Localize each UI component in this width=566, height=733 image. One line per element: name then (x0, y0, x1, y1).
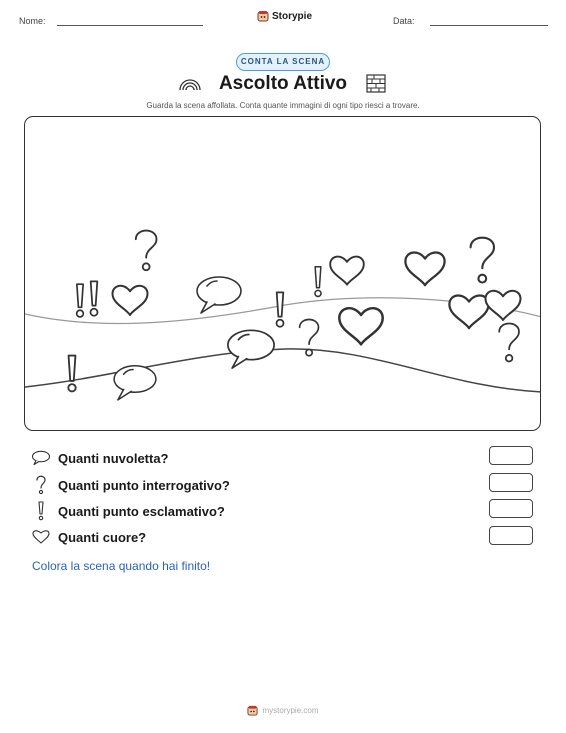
question-row (30, 526, 146, 548)
scene-heart (330, 257, 364, 285)
coloring-instruction: Colora la scena quando hai finito! (32, 559, 211, 573)
scene-exclamation-mark (90, 281, 97, 315)
date-label: Data: (393, 16, 415, 26)
storypie-mascot-icon (257, 10, 269, 22)
scene-exclamation-mark (276, 292, 283, 326)
scene-speech-bubble (197, 277, 241, 313)
question-mark-icon (30, 474, 52, 496)
name-field[interactable] (57, 25, 203, 26)
scene-question-mark (471, 238, 494, 283)
scene-speech-bubble (114, 366, 156, 400)
scene-heart (405, 253, 444, 286)
counting-scene (24, 116, 541, 431)
question-row (30, 474, 230, 496)
answer-box-exclamation-mark[interactable] (489, 499, 533, 518)
exclamation-mark-icon (30, 500, 52, 522)
scene-exclamation-mark (68, 356, 75, 392)
heart-icon (30, 526, 52, 548)
activity-badge: CONTA LA SCENA (236, 53, 330, 71)
date-field[interactable] (430, 25, 548, 26)
brick-wall-icon (366, 74, 386, 93)
brand-logo (257, 10, 312, 22)
question-text: Quanti punto esclamativo? (58, 503, 225, 519)
question-text: Quanti cuore? (58, 529, 147, 545)
name-label: Nome: (19, 16, 46, 26)
scene-drawing (25, 117, 541, 431)
instructions: Guarda la scena affollata. Conta quante immagini di ogni tipo riesci a trovare. (146, 101, 420, 110)
scene-speech-bubble (228, 330, 274, 368)
answer-box-question-mark[interactable] (489, 473, 533, 492)
front-hill-line (25, 349, 541, 392)
scene-heart (339, 308, 382, 344)
answer-box-heart[interactable] (489, 526, 533, 545)
answer-box-speech-bubble[interactable] (489, 446, 533, 465)
site-footer (0, 705, 566, 716)
site-url[interactable]: mystorypie.com (262, 706, 319, 715)
question-text: Quanti nuvoletta? (58, 450, 169, 466)
scene-heart (113, 286, 148, 315)
brand-name: Storypie (272, 10, 313, 22)
scene-heart (486, 291, 521, 320)
question-row (30, 500, 225, 522)
scene-question-mark (136, 231, 157, 271)
speech-bubble-icon (30, 447, 52, 469)
scene-question-mark (499, 324, 519, 362)
storypie-mascot-icon (247, 705, 258, 716)
scene-exclamation-mark (77, 284, 84, 317)
question-text: Quanti punto interrogativo? (58, 477, 230, 493)
scene-exclamation-mark (315, 267, 321, 297)
question-row (30, 447, 169, 469)
page-title: Ascolto Attivo (218, 73, 348, 94)
scene-heart (449, 296, 488, 329)
